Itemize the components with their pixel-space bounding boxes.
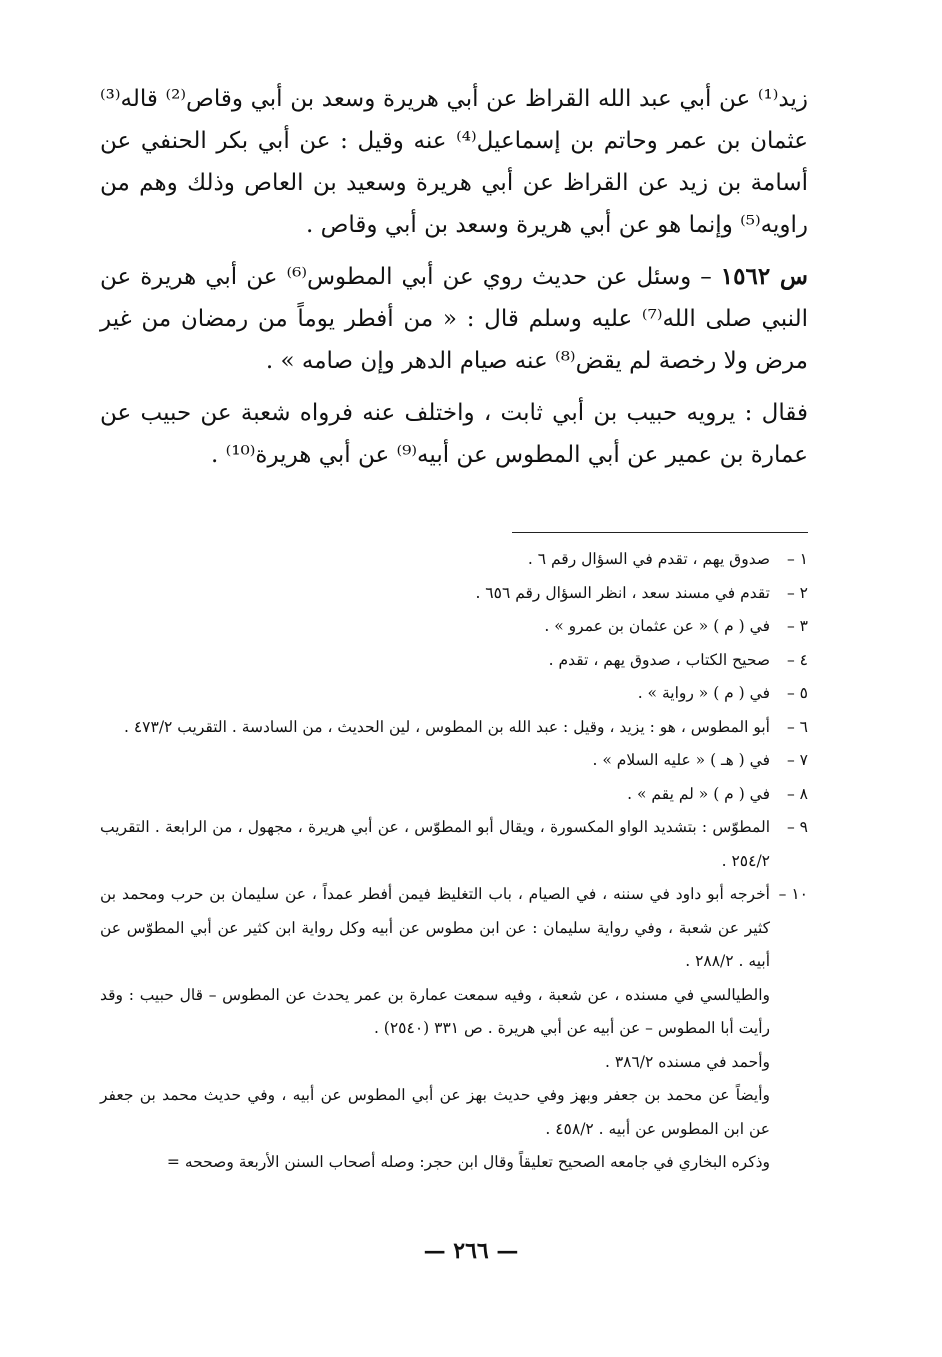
footnote-3	[100, 610, 808, 644]
footnote-10-continuation-3: وأيضاً عن محمد بن جعفر وبهز وفي حديث بهز عن أبي المطوس عن أبيه ، وفي حديث محمد بن جعفر عن ابن المطوس عن أبيه . ٤٥٨/٢ .	[100, 1086, 770, 1138]
footnote-text: في ( م ) « رواية » .	[637, 684, 770, 702]
footnote-5	[100, 677, 808, 711]
question-number: س ١٥٦٢	[720, 263, 808, 290]
answer-paragraph: فقال : يرويه حبيب بن أبي ثابت ، واختلف عنه فرواه شعبة عن حبيب عن عمارة بن عمير عن أبي المطوس عن أبيه⁽⁹⁾ عن أبي هريرة⁽¹⁰⁾ .	[100, 400, 808, 468]
footnote-text: أخرجه أبو داود في سننه ، في الصيام ، باب التغليظ فيمن أفطر عمداً ، عن سليمان بن حرب ومحمد بن كثير عن شعبة ، وفي رواية سليمان : عن ابن مطوس عن أبيه وكل رواية ابن كثير عن أبي المطوّس عن أبيه . ٢٨٨/٢ .	[100, 885, 770, 970]
footnote-10-continuation-1: والطيالسي في مسنده ، عن شعبة ، وفيه سمعت عمارة بن عمر يحدث عن المطوس – قال حبيب : وقد رأيت أبا المطوس – عن أبيه عن أبي هريرة . ص ٣٣١ (٢٥٤٠) .	[100, 985, 770, 1037]
page-content	[100, 78, 808, 1171]
footnote-number: ١٠ –	[778, 885, 808, 903]
footnote-number: ٨ –	[786, 784, 808, 803]
footnote-text: في ( م ) « لم يقم » .	[627, 784, 770, 803]
footnote-number: ٥ –	[786, 684, 808, 702]
footnote-number: ٣ –	[786, 617, 808, 635]
footnote-10-continuation-4: وذكره البخاري في جامعه الصحيح تعليقاً وقال ابن حجر: وصله أصحاب السنن الأربعة وصححه =	[166, 1153, 770, 1171]
footnote-text: المطوّس : بتشديد الواو المكسورة ، ويقال أبو المطوّس ، عن أبي هريرة ، مجهول ، من الرابعة . التقريب ٢٥٤/٢ .	[100, 818, 770, 870]
question-text: – وسئل عن حديث روي عن أبي المطوس⁽⁶⁾ عن أبي هريرة عن النبي صلى الله⁽⁷⁾ عليه وسلم قال : « من أفطر يوماً من رمضان من غير مرض ولا رخصة لم يقض⁽⁸⁾ عنه صيام الدهر وإن صامه » .	[100, 264, 808, 374]
footnote-number: ٩ –	[786, 818, 808, 836]
footnote-number: ٤ –	[786, 650, 808, 669]
footnote-text: صحيح الكتاب ، صدوق يهم ، تقدم .	[548, 650, 770, 669]
footnote-10	[100, 878, 808, 979]
footnote-2	[100, 577, 808, 611]
page-number: — ٢٦٦ —	[423, 1238, 519, 1264]
footnote-8	[100, 778, 808, 812]
footnote-9	[100, 811, 808, 878]
footnote-number: ٧ –	[786, 751, 808, 769]
footnote-text: في ( هـ ) « عليه السلام » .	[592, 751, 770, 769]
question-paragraph	[100, 256, 808, 382]
footnote-text: في ( م ) « عن عثمان بن عمرو » .	[544, 617, 770, 635]
footnote-text: تقدم في مسند سعد ، انظر السؤال رقم ٦٥٦ .	[475, 583, 770, 602]
footnote-1	[100, 543, 808, 577]
footnote-number: ٢ –	[786, 583, 808, 602]
footnote-number: ١ –	[786, 550, 808, 568]
footnote-10-continuation-2: وأحمد في مسنده ٣٨٦/٢ .	[604, 1052, 770, 1071]
footnote-6	[100, 711, 808, 745]
footnote-text: صدوق يهم ، تقدم في السؤال رقم ٦ .	[527, 550, 770, 568]
footnote-7	[100, 744, 808, 778]
footnote-4	[100, 644, 808, 678]
footnote-number: ٦ –	[786, 717, 808, 736]
paragraph-1: زيد⁽¹⁾ عن أبي عبد الله القراظ عن أبي هريرة وسعد بن أبي وقاص⁽²⁾ قاله⁽³⁾ عثمان بن عمر وحاتم بن إسماعيل⁽⁴⁾ عنه وقيل : عن أبي بكر الحنفي عن أسامة بن زيد عن القراظ عن أبي هريرة وسعيد بن العاص وذلك وهم من راويه⁽⁵⁾ وإنما هو عن أبي هريرة وسعد بن أبي وقاص .	[100, 86, 808, 238]
footnote-divider	[512, 532, 808, 533]
footnotes	[100, 543, 808, 1180]
footnote-text: أبو المطوس ، هو : يزيد ، وقيل : عبد الله بن المطوس ، لين الحديث ، من السادسة . التقريب ٤٧٣/٢ .	[123, 717, 770, 736]
main-text	[100, 78, 808, 476]
